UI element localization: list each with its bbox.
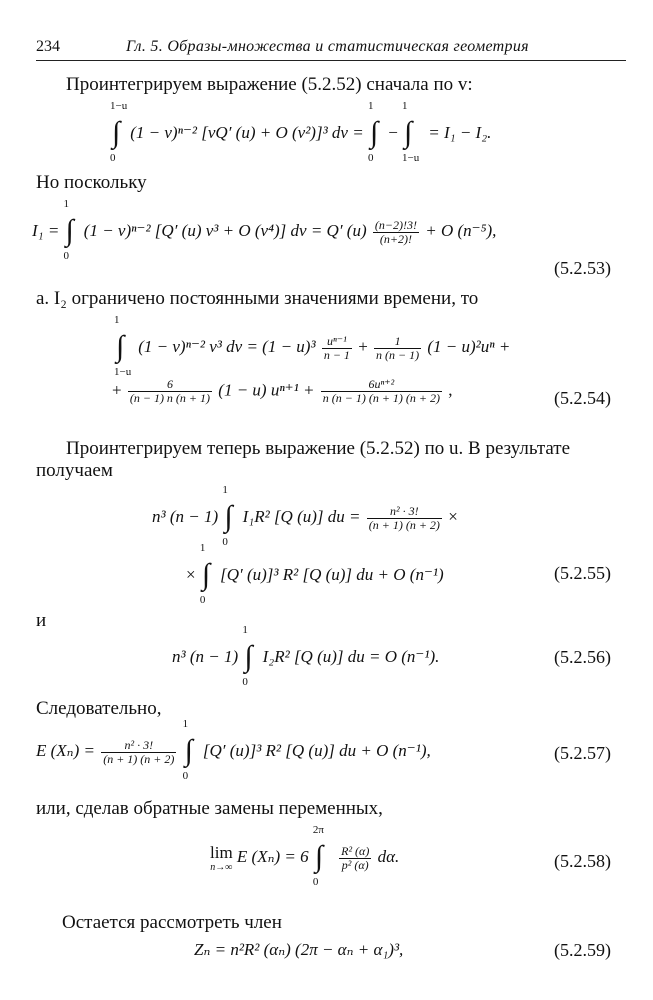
fraction: $\frac{\text{6uⁿ⁺²}}{n (n - 1) (n + 1) (n + 2)}$	[322, 377, 441, 405]
integral-sign: 1 ∫ 1−u	[402, 100, 420, 164]
equation-5-2-58	[210, 824, 400, 888]
integral-sign: 1 ∫ 0	[182, 718, 193, 782]
fraction: $\frac{(n-2)!3!}{(n+2)!}$	[374, 217, 417, 246]
equation-tail: + O (n⁻⁵),	[425, 220, 497, 240]
equation-5-2-54-line1	[114, 314, 511, 378]
integral-sign: 1 ∫ 0	[242, 624, 253, 688]
equation-5-2-56	[172, 624, 440, 688]
integral-sign: 2π ∫ 0	[312, 824, 324, 888]
minus-sign: −	[388, 122, 398, 142]
integral-sign: 1 ∫ 0	[199, 542, 211, 606]
equation-term: (1 − u) uⁿ⁺¹ +	[218, 380, 315, 400]
integrand: I₁R² [Q (u)] du =	[242, 506, 361, 526]
equation-lhs: n³ (n − 1)	[152, 506, 219, 526]
page-number: 234	[36, 38, 60, 55]
running-title: Гл. 5. Образы-множества и статистическая геометрия	[126, 38, 529, 55]
equation-tail: dα.	[377, 846, 400, 866]
integral-sign: 1−u ∫ 0	[110, 100, 128, 164]
equation-number: (5.2.55)	[554, 563, 611, 583]
limit-operator: lim n→∞	[210, 843, 233, 873]
times-sign: ×	[186, 564, 196, 584]
times-sign: ×	[448, 506, 458, 526]
comma: ,	[448, 380, 453, 400]
header-rule	[36, 60, 626, 61]
equation-5-2-55-line2	[186, 542, 444, 606]
equation-term: (1 − u)²uⁿ +	[427, 336, 511, 356]
equation-number: (5.2.53)	[554, 258, 611, 278]
paragraph: а. I₂ ограничено постоянными значениями времени, то	[36, 288, 479, 309]
paragraph: или, сделав обратные замены переменных,	[36, 798, 383, 819]
plus-sign: +	[358, 336, 368, 356]
equation-number: (5.2.57)	[554, 743, 611, 763]
integrand: [Q′ (u)]³ R² [Q (u)] du + O (n⁻¹)	[220, 564, 444, 584]
integral-sign: 1 ∫ 0	[222, 484, 233, 548]
paragraph: Но поскольку	[36, 172, 147, 193]
conjunction: и	[36, 610, 47, 631]
equation-5-2-55-line1	[152, 484, 458, 548]
paragraph: получаем	[36, 460, 113, 481]
paragraph: Проинтегрируем теперь выражение (5.2.52) по u. В результате	[66, 438, 571, 459]
integral-sign: 1 ∫ 0	[367, 100, 379, 164]
equation-lhs: I₁ =	[32, 220, 60, 240]
integral-sign: 1 ∫ 1−u	[114, 314, 132, 378]
equation-lhs: E (Xₙ) =	[36, 740, 95, 760]
fraction: $\frac{\text{uⁿ⁻¹}}{n - 1}$	[323, 333, 350, 362]
fraction: $\frac{\text{n² · 3!}}{(n + 1) (n + 2)}$	[103, 737, 175, 766]
equation-term: E (Xₙ) = 6	[236, 846, 309, 866]
equation-5-2-57	[36, 718, 431, 782]
fraction: $\frac{\text{n² · 3!}}{(n + 1) (n + 2)}$	[368, 503, 440, 532]
equation-5-2-53	[32, 198, 497, 262]
plus-sign: +	[112, 380, 122, 400]
equation-rhs: = I₁ − I₂.	[428, 122, 492, 142]
fraction: $\frac{6}{(n - 1) n (n + 1)}$	[129, 377, 211, 405]
equation-integral-split	[110, 100, 492, 164]
equation-lhs: n³ (n − 1)	[172, 646, 239, 666]
integrand: (1 − v)ⁿ⁻² [Q′ (u) v³ + O (v⁴)] dv = Q′ (u)	[83, 220, 367, 240]
equation-body: Zₙ = n²R² (αₙ) (2π − αₙ + α₁)³,	[194, 940, 404, 959]
paragraph: Проинтегрируем выражение (5.2.52) сначала по v:	[66, 74, 473, 95]
fraction: $\frac{1}{n (n - 1)}$	[376, 333, 420, 362]
integrand: (1 − v)ⁿ⁻² v³ dv = (1 − u)³	[138, 336, 316, 356]
equation-5-2-54-line2	[112, 378, 453, 405]
equation-number: (5.2.56)	[554, 647, 611, 667]
equation-number: (5.2.58)	[554, 851, 611, 871]
equation-number: (5.2.54)	[554, 388, 611, 408]
integrand: I₂R² [Q (u)] du = O (n⁻¹).	[262, 646, 440, 666]
fraction: $\frac{\text{R² (α)}}{\text{p² (α)}}$	[341, 843, 370, 872]
equation-number: (5.2.59)	[554, 940, 611, 960]
equation-5-2-59	[194, 940, 403, 960]
integral-sign: 1 ∫ 0	[63, 198, 74, 262]
paragraph: Следовательно,	[36, 698, 162, 719]
integrand: [Q′ (u)]³ R² [Q (u)] du + O (n⁻¹),	[202, 740, 431, 760]
paragraph: Остается рассмотреть член	[62, 912, 282, 933]
integrand: (1 − v)ⁿ⁻² [vQ′ (u) + O (v²)]³ dv =	[130, 122, 364, 142]
